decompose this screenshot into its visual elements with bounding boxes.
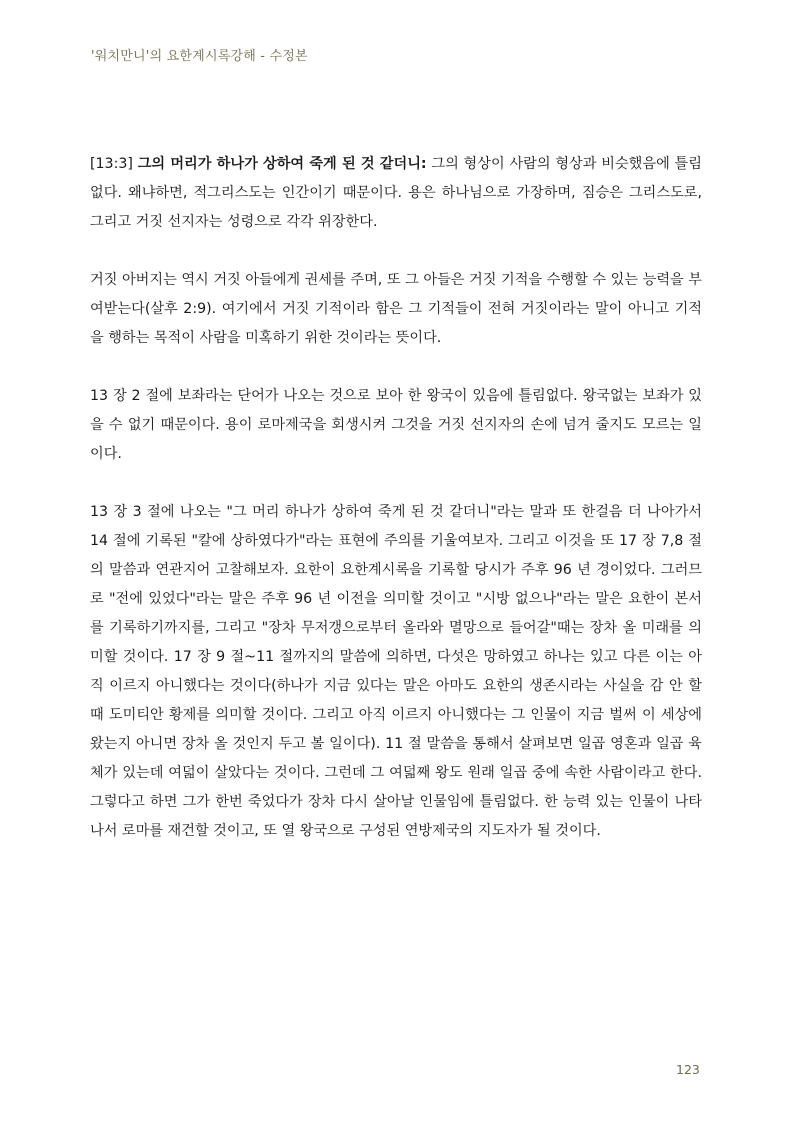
paragraph-throne-kingdom: 13 장 2 절에 보좌라는 단어가 나오는 것으로 보아 한 왕국이 있음에 틀림없다. 왕국없는 보좌가 있을 수 없기 때문이다. 용이 로마제국을 회생시켜 그것을 거짓 선지자의 손에 넘겨 줄지도 모르는 일이다. — [90, 388, 702, 462]
body-text — [90, 150, 702, 875]
running-header: '워치만니'의 요한계시록강해 - 수정본 — [91, 49, 308, 64]
paragraph-head-wounded: 13 장 3 절에 나오는 "그 머리 하나가 상하여 죽게 된 것 같더니"라는 말과 또 한걸음 더 나아가서 14 절에 기록된 "칼에 상하였다가"라는 표현에 주의를 기울여보자. 그리고 이것을 또 17 장 7,8 절의 말씀과 연관지어 고찰해보자. 요한이 요한계시록을 기록할 당시가 주후 96 년 경이었다. 그러므로 "전에 있었다"라는 말은 주후 96 년 이전을 의미할 것이고 "시방 없으나"라는 말은 요한이 본서를 기록하기까지를, 그리고 "장차 무저갱으로부터 올라와 멸망으로 들어갈"때는 장차 올 미래를 의미할 것이다. 17 장 9 절~11 절까지의 말씀에 의하면, 다섯은 망하였고 하나는 있고 다른 이는 아직 이르지 아니했다는 것이다(하나가 지금 있다는 말은 아마도 요한의 생존시라는 사실을 감 안 할 때 도미티안 황제를 의미할 것이다. 그리고 아직 이르지 아니했다는 그 인물이 지금 벌써 이 세상에 왔는지 아니면 장차 올 것인지 두고 볼 일이다). 11 절 말씀을 통해서 살펴보면 일곱 영혼과 일곱 육체가 있는데 여덟이 살았다는 것이다. 그런데 그 여덟째 왕도 원래 일곱 중에 속한 사람이라고 한다. 그렇다고 하면 그가 한번 죽었다가 장차 다시 살아날 인물임에 틀림없다. 한 능력 있는 인물이 나타나서 로마를 재건할 것이고, 또 열 왕국으로 구성된 연방제국의 지도자가 될 것이다. — [90, 504, 702, 839]
verse-reference: [13:3] — [90, 156, 138, 172]
page-number: 123 — [676, 1062, 700, 1077]
verse-commentary: 그의 형상이 사람의 형상과 비슷했음에 틀림없다. 왜냐하면, 적그리스도는 인간이기 때문이다. 용은 하나님으로 가장하며, 짐승은 그리스도로, 그리고 거짓 선지자는 성령으로 각각 위장한다. — [90, 156, 702, 230]
verse-heading: 그의 머리가 하나가 상하여 죽게 된 것 같더니: — [137, 156, 427, 172]
paragraph-false-father: 거짓 아버지는 역시 거짓 아들에게 권세를 주며, 또 그 아들은 거짓 기적을 수행할 수 있는 능력을 부여받는다(살후 2:9). 여기에서 거짓 기적이라 함은 그 기적들이 전혀 거짓이라는 말이 아니고 기적을 행하는 목적이 사람을 미혹하기 위한 것이라는 뜻이다. — [90, 272, 702, 346]
paragraph-verse-13-3 — [90, 150, 702, 237]
